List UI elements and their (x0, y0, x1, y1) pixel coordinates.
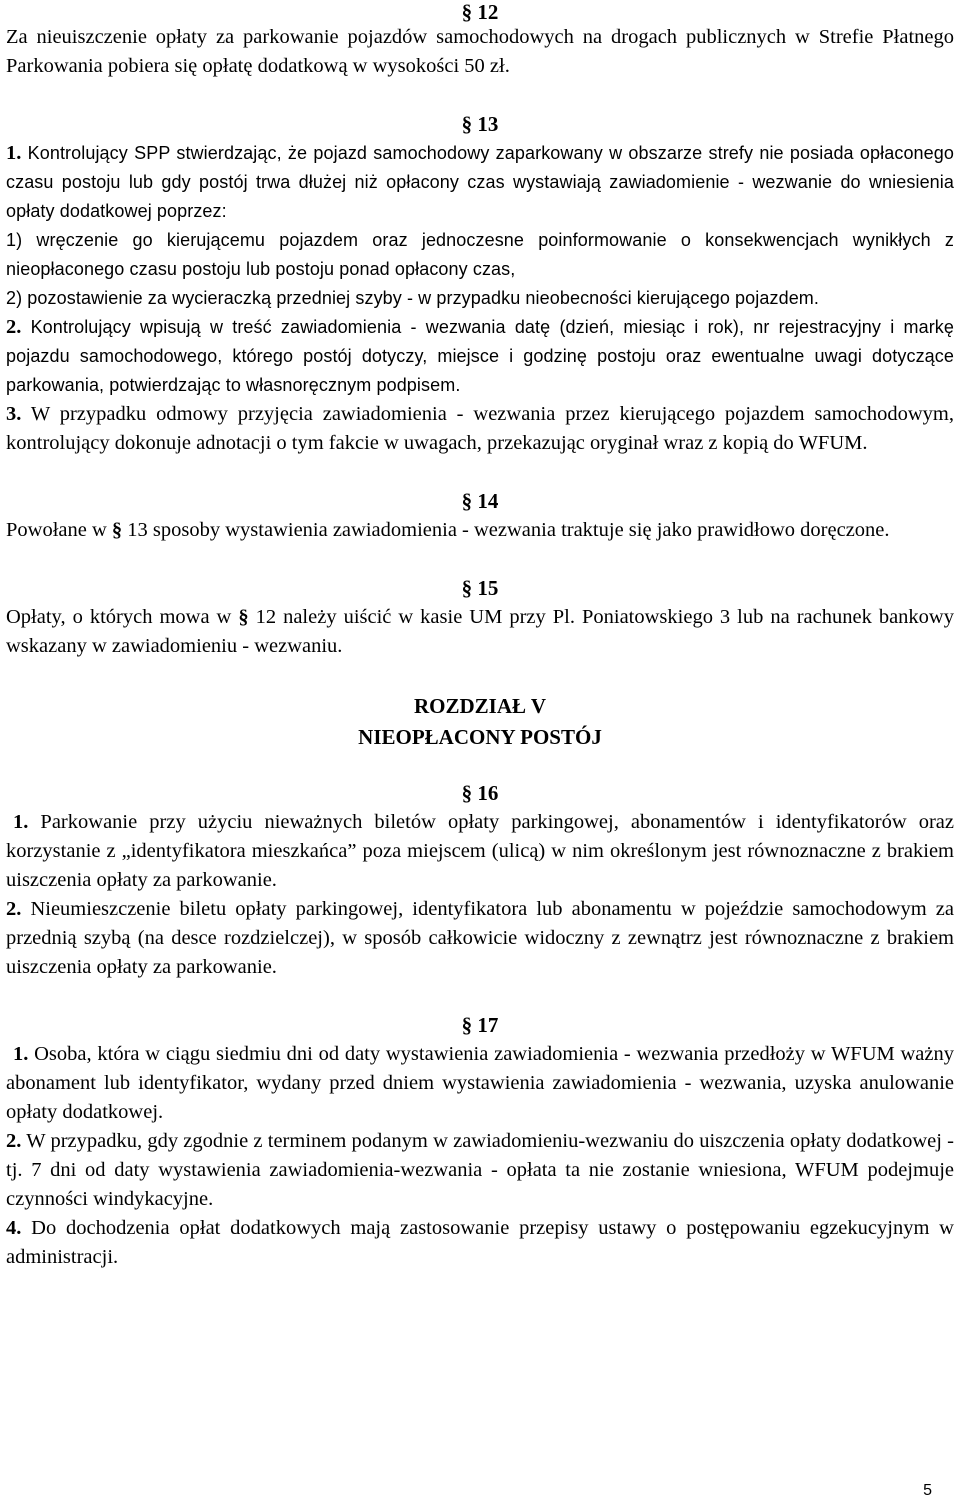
paragraph-number: 2. (6, 1130, 22, 1152)
paragraph-number: 4. (6, 1217, 22, 1239)
section-13-paragraph-3: 3. W przypadku odmowy przyjęcia zawiadomienia - wezwania przez kierującego pojazdem samochodowym, kontrolujący dokonuje adnotacji o tym fakcie w uwagach, przekazując oryginał wraz z kopią do WFUM. (6, 403, 954, 454)
chapter-subtitle: NIEOPŁACONY POSTÓJ (358, 725, 602, 749)
section-number: 17 (477, 1013, 499, 1037)
page-number: 5 (923, 1482, 932, 1499)
paragraph-number: 2. (6, 316, 22, 338)
paragraph-number: 1. (13, 1043, 29, 1065)
section-symbol: § (461, 0, 473, 24)
section-13-item-2: 2) pozostawienie za wycieraczką przedniej szyby - w przypadku nieobecności kierującego pojazdem. (6, 288, 819, 308)
section-heading-17 (6, 1011, 954, 1040)
section-16-paragraph-1: 1. Parkowanie przy użyciu nieważnych biletów opłaty parkingowej, abonamentów i identyfikatorów oraz korzystanie z „identyfikatora mieszkańca” poza miejscem (ulicą) w nim określonym jest równoznaczne z brakiem uiszczenia opłaty za parkowanie. (6, 811, 954, 891)
paragraph-number: 2. (6, 898, 22, 920)
section-17-paragraph-1: 1. Osoba, która w ciągu siedmiu dni od daty wystawienia zawiadomienia - wezwania przedłoży w WFUM ważny abonament lub identyfikator, wydany przed dniem wystawienia zawiadomienia - wezwania, uzyska anulowanie opłaty dodatkowej. (6, 1043, 954, 1123)
section-symbol: § (461, 781, 473, 805)
section-number: 14 (477, 489, 499, 513)
section-symbol: § (461, 489, 473, 513)
section-symbol: § (461, 576, 473, 600)
section-13-paragraph-1: 1. Kontrolujący SPP stwierdzając, że pojazd samochodowy zaparkowany w obszarze strefy nie posiada opłaconego czasu postoju lub gdy postój trwa dłużej niż opłacony czas wystawiają zawiadomienie - wezwanie do wniesienia opłaty dodatkowej poprzez: (6, 142, 954, 221)
section-reference-symbol: § (238, 606, 249, 628)
section-heading-14 (6, 487, 954, 516)
section-symbol: § (461, 112, 473, 136)
paragraph-number: 1. (13, 811, 29, 833)
section-number: 12 (477, 0, 499, 24)
section-number: 15 (477, 576, 499, 600)
section-number: 13 (477, 112, 499, 136)
section-heading-13 (6, 110, 954, 139)
section-13-item-1: 1) wręczenie go kierującemu pojazdem oraz jednoczesne poinformowanie o konsekwencjach wynikłych z nieopłaconego czasu postoju lub postoju ponad opłacony czas, (6, 230, 954, 279)
document-page (6, 0, 954, 1272)
section-reference-symbol: § (111, 519, 123, 541)
section-17-paragraph-2: 2. W przypadku, gdy zgodnie z terminem podanym w zawiadomieniu-wezwaniu do uiszczenia opłaty dodatkowej - tj. 7 dni od daty wystawienia zawiadomienia-wezwania - opłata ta nie zostanie wniesiona, WFUM podejmuje czynności windykacyjne. (6, 1130, 954, 1210)
section-16-paragraph-2: 2. Nieumieszczenie biletu opłaty parkingowej, identyfikatora lub abonamentu w pojeździe samochodowym za przednią szybą (na desce rozdzielczej), w sposób całkowicie widoczny z zewnątrz jest równoznaczne z brakiem uiszczenia opłaty za parkowanie. (6, 898, 954, 978)
paragraph-number: 3. (6, 403, 22, 425)
section-15-text: Opłaty, o których mowa w § 12 należy uiścić w kasie UM przy Pl. Poniatowskiego 3 lub na rachunek bankowy wskazany w zawiadomieniu - wezwaniu. (6, 606, 954, 657)
chapter-title: ROZDZIAŁ V (413, 694, 547, 718)
section-13-paragraph-2: 2. Kontrolujący wpisują w treść zawiadomienia - wezwania datę (dzień, miesiąc i rok), nr rejestracyjny i markę pojazdu samochodowego, którego postój dotyczy, miejsce i godzinę postoju oraz ewentualne uwagi dotyczące parkowania, potwierdzając to własnoręcznym podpisem. (6, 316, 954, 395)
section-17-paragraph-4: 4. Do dochodzenia opłat dodatkowych mają zastosowanie przepisy ustawy o postępowaniu egzekucyjnym w administracji. (6, 1217, 954, 1268)
section-number: 16 (477, 781, 499, 805)
section-12-text: Za nieuiszczenie opłaty za parkowanie pojazdów samochodowych na drogach publicznych w Strefie Płatnego Parkowania pobiera się opłatę dodatkową w wysokości 50 zł. (6, 26, 954, 77)
section-14-text: Powołane w § 13 sposoby wystawienia zawiadomienia - wezwania traktuje się jako prawidłowo doręczone. (6, 519, 890, 541)
section-symbol: § (461, 1013, 473, 1037)
section-heading-15 (6, 574, 954, 603)
paragraph-number: 1. (6, 142, 22, 164)
section-heading-16 (6, 779, 954, 808)
